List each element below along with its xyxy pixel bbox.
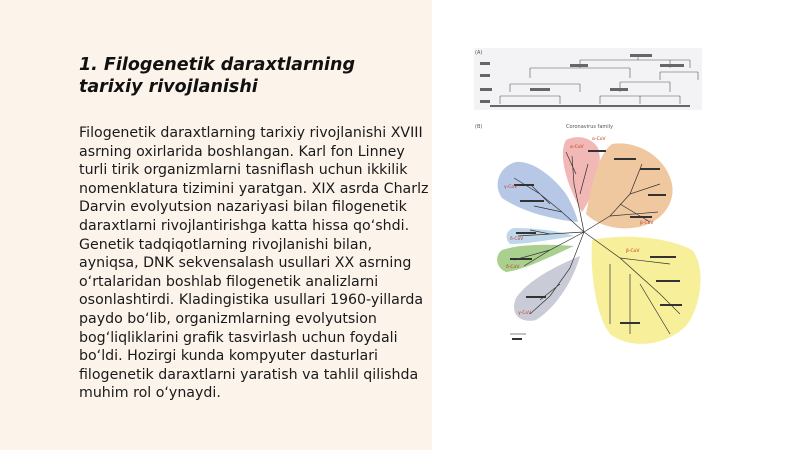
clade-label: γ-CoV	[504, 185, 518, 190]
slide-body-text: Filogenetik daraxtlarning tarixiy rivojlanishi XVIII asrning oxirlarida boshlangan. Karl fon Linney turli tirik organizmlarni tasniflash uchun ikkilik nomenklatura tizimini yaratgan. XIX asrda Charlz Darvin evolyutsion nazariyasi bilan filogenetik daraxtlarni rivojlantirishga katta hissa qo‘shdi. Genetik tadqiqotlarning rivojlanishi bilan, ayniqsa, DNK sekvensalash usullari XX asrning o‘rtalaridan boshlab filogenetik analizlarni osonlashtirdi. Kladingistika usullari 1960-yillarda paydo bo‘lib, organizmlarning evolyutsion bog‘liqliklarini grafik tasvirlash uchun foydali bo‘ldi. Hozirgi kunda kompyuter dasturlari filogenetik daraxtlarni yaratish va tahlil qilishda muhim rol o‘ynaydi.	[79, 125, 429, 402]
panel-a-tree	[474, 48, 702, 110]
panel-b-label: (B)	[475, 124, 483, 130]
clade-label: γ-CoV	[518, 311, 532, 316]
slide-title: 1. Filogenetik daraxtlarning tarixiy rivojlanishi	[79, 55, 356, 97]
panel-b-title: Coronavirus family	[566, 124, 613, 130]
phylogenetic-tree-figure	[470, 44, 706, 354]
clade-label: β-CoV	[640, 221, 654, 226]
clade-label: δ-CoV	[510, 237, 524, 242]
clade-label: α-CoV	[592, 137, 606, 142]
coronavirus-tree	[497, 136, 700, 344]
clade-label: δ-CoV	[506, 265, 520, 270]
scale-bar	[510, 334, 526, 340]
clade-label: β-CoV	[626, 249, 640, 254]
panel-a-label: (A)	[475, 50, 483, 56]
clade-yellow	[592, 237, 701, 344]
clade-label: α-CoV	[570, 145, 584, 150]
